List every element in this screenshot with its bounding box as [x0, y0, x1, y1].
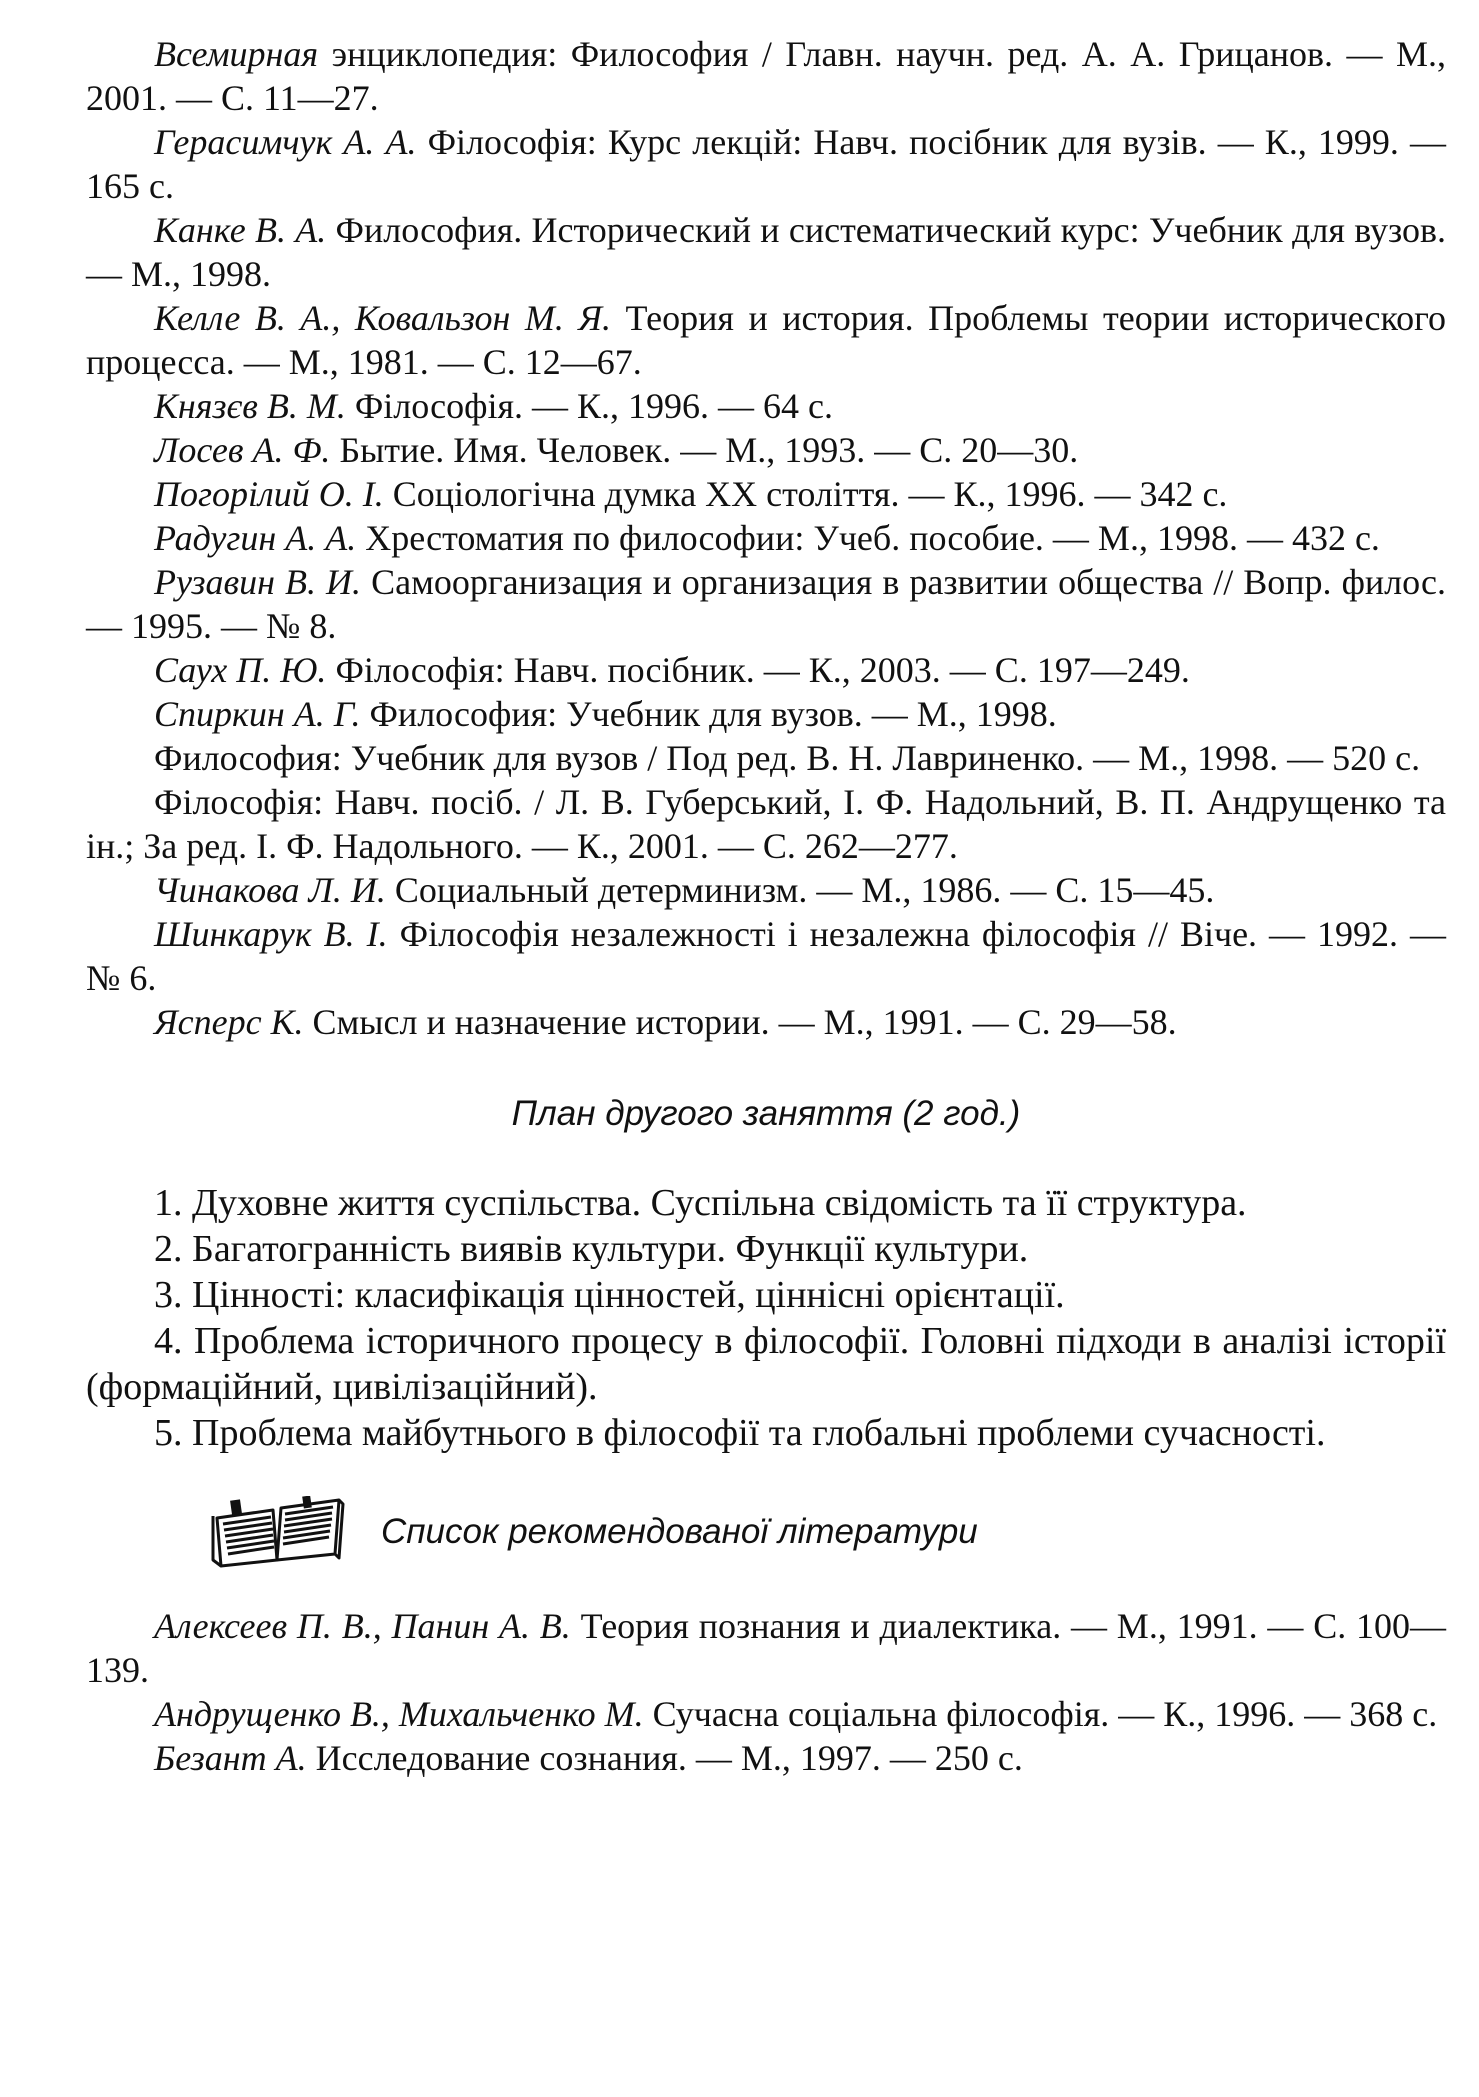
- bibliography-entry: [86, 208, 1446, 296]
- entry-details: Філософія: Курс лекцій: Навч. посібник для вузів. — К., 1999. — 165 с.: [86, 122, 1447, 206]
- entry-details: Соціологічна думка XX століття. — К., 1996. — 342 с.: [383, 474, 1228, 514]
- literature-heading-row: [86, 1496, 1446, 1568]
- entry-details: Философия: Учебник для вузов / Под ред. В. Н. Лавриненко. — М., 1998. — 520 с.: [154, 738, 1421, 778]
- entry-author: Погорілий О. І.: [154, 474, 384, 514]
- bibliography-entry: [86, 560, 1446, 648]
- entry-details: Філософія: Навч. посіб. / Л. В. Губерський, І. Ф. Надольний, В. П. Андрущенко та ін.; За ред. І. Ф. Надольного. — К., 2001. — С. 262—277.: [86, 782, 1446, 866]
- bibliography-entry: [86, 1604, 1446, 1692]
- entry-author: Герасимчук А. А.: [154, 122, 417, 162]
- entry-details: Философия: Учебник для вузов. — М., 1998.: [360, 694, 1057, 734]
- entry-details: Самоорганизация и организация в развитии общества // Вопр. филос. — 1995. — № 8.: [86, 562, 1446, 646]
- bibliography-entry: [86, 296, 1446, 384]
- entry-author: Ясперс К.: [154, 1002, 304, 1042]
- entry-details: Філософія. — К., 1996. — 64 с.: [345, 386, 834, 426]
- entry-details: Исследование сознания. — М., 1997. — 250 с.: [306, 1738, 1023, 1778]
- bibliography-entry: [86, 472, 1446, 516]
- bibliography-list-2: [86, 1604, 1446, 1780]
- bibliography-entry: [86, 736, 1446, 780]
- plan-list: [86, 1180, 1446, 1456]
- plan-item: 5. Проблема майбутнього в філософії та глобальні проблеми сучасності.: [154, 1412, 1326, 1454]
- bibliography-entry: [86, 120, 1446, 208]
- entry-author: Канке В. А.: [154, 210, 327, 250]
- plan-item: 4. Проблема історичного процесу в філософії. Головні підходи в аналізі історії (формаційний, цивілізаційний).: [86, 1320, 1446, 1408]
- bibliography-entry: [86, 692, 1446, 736]
- entry-author: Князєв В. М.: [154, 386, 346, 426]
- entry-details: Бытие. Имя. Человек. — М., 1993. — С. 20—30.: [330, 430, 1079, 470]
- entry-author: Рузавин В. И.: [154, 562, 362, 602]
- bibliography-entry: [86, 32, 1446, 120]
- entry-details: Смысл и назначение истории. — М., 1991. — С. 29—58.: [303, 1002, 1177, 1042]
- entry-details: Сучасна соціальна філософія. — К., 1996. — 368 с.: [643, 1694, 1438, 1734]
- entry-author: Спиркин А. Г.: [154, 694, 361, 734]
- entry-author: Радугин А. А.: [154, 518, 357, 558]
- entry-details: Філософія: Навч. посібник. — К., 2003. — С. 197—249.: [326, 650, 1190, 690]
- literature-heading: Список рекомендованої літератури: [381, 1512, 978, 1551]
- entry-author: Шинкарук В. І.: [154, 914, 388, 954]
- bibliography-entry: [86, 780, 1446, 868]
- entry-details: энциклопедия: Философия / Главн. научн. ред. А. А. Грицанов. — М., 2001. — С. 11—27.: [86, 34, 1446, 118]
- entry-author: Чинакова Л. И.: [154, 870, 386, 910]
- bibliography-entry: [86, 1736, 1446, 1780]
- bibliography-entry: [86, 1000, 1446, 1044]
- page: [86, 32, 1446, 1780]
- entry-details: Теория и история. Проблемы теории исторического процесса. — М., 1981. — С. 12—67.: [86, 298, 1447, 382]
- plan-item: 3. Цінності: класифікація цінностей, ціннісні орієнтації.: [154, 1274, 1065, 1316]
- entry-details: Теория познания и диалектика. — М., 1991. — С. 100—139.: [86, 1606, 1446, 1690]
- plan-item: 1. Духовне життя суспільства. Суспільна свідомість та її структура.: [154, 1182, 1247, 1224]
- plan-item: 2. Багатогранність виявів культури. Функції культури.: [154, 1228, 1029, 1270]
- open-book-icon: [211, 1496, 345, 1568]
- entry-details: Социальный детерминизм. — М., 1986. — С. 15—45.: [385, 870, 1215, 910]
- entry-author: Безант А.: [154, 1738, 307, 1778]
- entry-author: Келле В. А., Ковальзон М. Я.: [154, 298, 612, 338]
- bibliography-entry: [86, 384, 1446, 428]
- entry-details: Філософія незалежності і незалежна філософія // Віче. — 1992. — № 6.: [86, 914, 1447, 998]
- entry-author: Андрущенко В., Михальченко М.: [154, 1694, 644, 1734]
- entry-author: Всемирная: [154, 34, 319, 74]
- plan-heading: План другого заняття (2 год.): [511, 1094, 1021, 1133]
- bibliography-entry: [86, 648, 1446, 692]
- bibliography-entry: [86, 516, 1446, 560]
- bibliography-entry: [86, 912, 1446, 1000]
- entry-author: Саух П. Ю.: [154, 650, 327, 690]
- entry-author: Лосев А. Ф.: [154, 430, 331, 470]
- entry-details: Хрестоматия по философии: Учеб. пособие. — М., 1998. — 432 с.: [356, 518, 1380, 558]
- bibliography-list-1: [86, 32, 1446, 1044]
- bibliography-entry: [86, 1692, 1446, 1736]
- bibliography-entry: [86, 868, 1446, 912]
- entry-author: Алексеев П. В., Панин А. В.: [154, 1606, 571, 1646]
- entry-details: Философия. Исторический и систематический курс: Учебник для вузов. — М., 1998.: [86, 210, 1446, 294]
- bibliography-entry: [86, 428, 1446, 472]
